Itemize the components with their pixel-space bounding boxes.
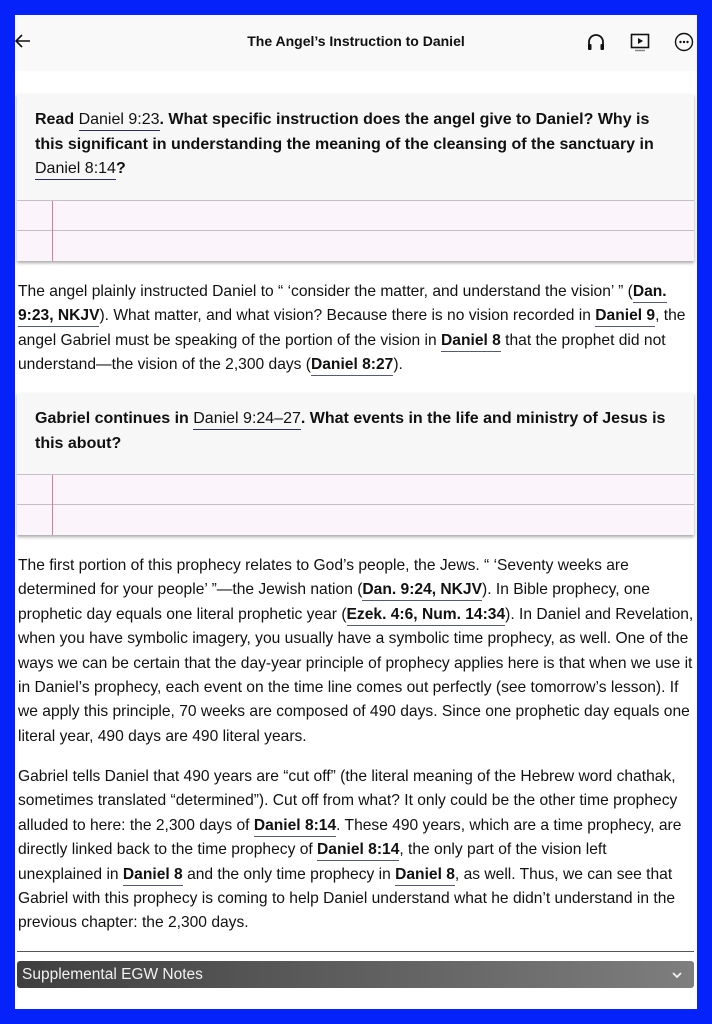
supplemental-label: Supplemental EGW Notes: [22, 966, 203, 983]
margin-line: [52, 201, 53, 261]
question-text-part: . What specific instruction does the angel give to Daniel? Why is this significant in understanding the meaning of the cleansing of the sanctuary in: [35, 111, 654, 153]
top-app-bar: [15, 15, 697, 71]
video-button[interactable]: [629, 31, 651, 53]
scripture-link[interactable]: Daniel 9:24–27: [193, 410, 301, 430]
body-paragraph-1: [18, 280, 694, 378]
more-icon: [673, 31, 695, 53]
paragraph-text: ).: [393, 356, 403, 374]
question-text-part: Gabriel continues in: [35, 410, 194, 427]
answer-input-area[interactable]: [17, 474, 694, 535]
question-text-part: Read: [35, 111, 79, 128]
question-text-part: ?: [115, 160, 126, 177]
audio-button[interactable]: [585, 31, 607, 53]
question-card-2: [17, 393, 694, 535]
scripture-link[interactable]: Ezek. 4:6, Num. 14:34: [347, 606, 506, 626]
scripture-link[interactable]: Daniel 8: [123, 866, 183, 886]
scripture-link[interactable]: Daniel 8:14: [317, 841, 399, 861]
scripture-link[interactable]: Dan. 9:24, NKJV: [362, 581, 482, 601]
paragraph-text: The angel plainly instructed Daniel to “ ‘consider the matter, and understand the vision’ ” (: [18, 283, 633, 300]
paragraph-text: , the only part of the vision left unexplained in: [18, 841, 607, 883]
scripture-link[interactable]: Daniel 9: [595, 307, 655, 327]
paragraph-text: The first portion of this prophecy relates to God’s people, the Jews. “ ‘Seventy weeks are determined for your people’ ”—the Jewish nation (: [18, 557, 629, 599]
chevron-down-icon: [672, 961, 682, 988]
question-text-part: . What events in the life and ministry of Jesus is this about?: [35, 410, 666, 452]
question-text: [17, 94, 694, 182]
paragraph-text: , as well. Thus, we can see that Gabriel with this prophecy is coming to help Daniel understand what he didn’t understand in the previous chapter: the 2,300 days.: [18, 865, 676, 932]
body-paragraph-3: [18, 765, 694, 936]
page-title: The Angel’s Instruction to Daniel: [247, 33, 465, 49]
scripture-link[interactable]: Daniel 8:27: [311, 356, 393, 376]
paragraph-text: that the prophet did not understand—the vision of the 2,300 days (: [18, 331, 666, 374]
lesson-page: [15, 15, 697, 1009]
paragraph-text: ). What matter, and what vision? Because there is no vision recorded in: [99, 307, 596, 325]
margin-line: [52, 475, 53, 535]
answer-line: [17, 504, 694, 505]
answer-input-area[interactable]: [17, 200, 694, 261]
scripture-link[interactable]: Daniel 8: [441, 332, 501, 352]
scripture-link[interactable]: Daniel 9:23: [79, 111, 160, 131]
scripture-link[interactable]: Daniel 8:14: [35, 160, 116, 180]
scripture-link[interactable]: Daniel 8:14: [254, 817, 336, 837]
paragraph-text: and the only time prophecy in: [182, 865, 396, 883]
supplemental-egw-notes-toggle[interactable]: [17, 961, 694, 988]
scripture-link[interactable]: Dan. 9:23, NKJV: [18, 283, 667, 327]
body-paragraph-2: [18, 554, 694, 749]
paragraph-text: . These 490 years, which are a time prophecy, are directly linked back to the time prophecy of: [18, 816, 682, 859]
headphones-icon: [585, 31, 607, 53]
question-card-1: [17, 94, 694, 261]
question-text: [17, 393, 694, 456]
paragraph-text: ). In Bible prophecy, one prophetic day equals one literal prophetic year (: [18, 581, 650, 623]
section-divider: [17, 951, 694, 952]
paragraph-text: , the angel Gabriel must be speaking of the portion of the vision in: [18, 307, 686, 349]
paragraph-text: ). In Daniel and Revelation, when you have symbolic imagery, you usually have a symbolic time prophecy, as well. One of the ways we can be certain that the day-year principle of prophecy applies here is that when we use it in Daniel’s prophecy, each event on the time line comes out perfectly (see tomorrow’s lesson). If we apply this principle, 70 weeks are composed of 490 days. Since one prophetic day equals one literal year, 490 days are 490 literal years.: [18, 605, 694, 745]
more-options-button[interactable]: [673, 31, 695, 53]
paragraph-text: Gabriel tells Daniel that 490 years are “cut off” (the literal meaning of the Hebrew word chathak, sometimes translated “determined”). Cut off from what? It only could be the other time prophecy alluded to here: the 2,300 days of: [18, 768, 678, 834]
play-video-icon: [629, 31, 651, 53]
scripture-link[interactable]: Daniel 8: [395, 866, 455, 886]
answer-line: [17, 230, 694, 231]
